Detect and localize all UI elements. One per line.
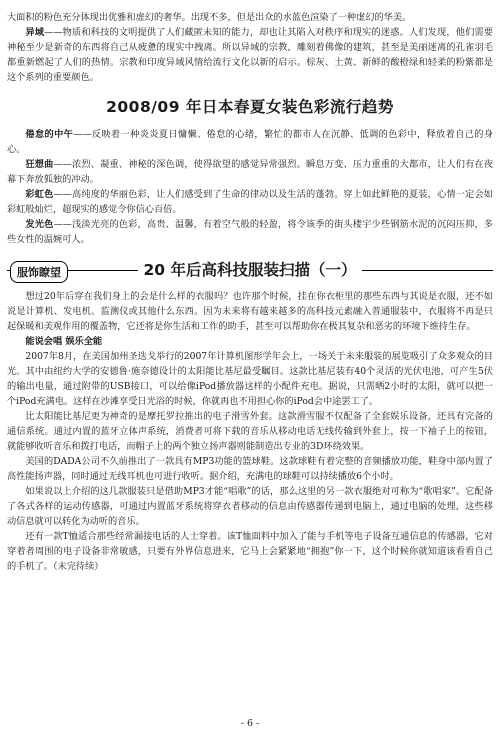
trend-keyword: 狂想曲 [25, 159, 54, 170]
intro-paragraph-1: 大面积的粉色充分体现出优雅和虚幻的奢华。出现不多，但是出众的水蓝色渲染了一种虚幻的华美。 [7, 12, 412, 23]
article-paragraph: 还有一款T恤适合那些经常漏接电话的人士穿着。该T恤面料中加入了能与手机等电子设备互通信息的传感器，它对穿着者周围的电子设备非常敏感，只要有外界信息进来，它马上会紧紧地“拥抱”你一下，这个时候你就知道该看看自己的手机了。（未完待续） [7, 531, 493, 572]
trend-text: ——浅淡光亮的色彩，高贵、温馨，有着空气般的轻盈，将令该季的街头楼宇少些钢筋水泥的沉闷压抑，多些女性的温婉可人。 [7, 219, 493, 245]
article-paragraph: 美国的DADA公司不久前推出了一款具有MP3功能的篮球鞋。这款球鞋有着完整的音频播放功能，鞋身中部内置了高性能扬声器，同时通过无线耳机也可进行收听。据介绍，充满电的球鞋可以持续播放6个小时。 [7, 456, 493, 482]
trend-item [7, 217, 493, 247]
trend-item [7, 187, 493, 217]
trend-keyword: 发光色 [25, 219, 54, 230]
section-header [7, 253, 493, 289]
article-subheading: 能说会唱 娱乐全能 [25, 336, 103, 347]
trend-keyword: 彩虹色 [25, 189, 54, 200]
article-paragraph: 想过20年后穿在我们身上的会是什么样的衣服吗？也许那个时候，挂在你衣柜里的那些东西与其说是衣服，还不如说是计算机、发电机、监测仪或其他什么东西。因为未来将有越来越多的高科技元素融入普通服装中，衣服将不再是只起保暖和美观作用的覆盖物，它还将是你生活和工作的助手，甚至可以帮助你在极其复杂和恶劣的环境下维持生存。 [7, 291, 493, 332]
trend-text: ——浓烈、凝重、神秘的深色调，使得欲望的感觉异常强烈。瞬息万变、压力重重的大都市，让人们有在夜幕下奔放狐独的冲动。 [7, 159, 493, 185]
intro-paragraph-2-text: ——物质和科技的文明提供了人们藏匿未知的能力，却也让其陷入对秩序和现实的迷惑。人们发现，他们需要神秘至少是新奇的东西将自己从疲惫的现实中拽离。所以异域的宗教，雕刻着佛像的建筑，甚至是美丽迷离的孔雀羽毛都重新燃起了人们的热情。宗教和印度异域风情给流行文化以新的启示。棕灰、土黄、新鲜的酸橙绿和轻柔的粉紫都是这个系列的重要颜色。 [7, 27, 493, 83]
trend-text: ——高纯度的华丽色彩，让人们感受到了生命的律动以及生活的蓬勃。穿上如此鲜艳的夏装，心情一定会如彩虹般灿烂，超现实的感觉令你信心百倍。 [7, 189, 493, 215]
trend-item [7, 127, 493, 157]
keyword-exotic: 异域 [25, 27, 45, 38]
section-tag: 服饰瞭望 [10, 261, 68, 283]
section-title: 20 年后高科技服装扫描（一） [7, 258, 493, 280]
article-paragraph: 如果说以上介绍的这几款服装只是借助MP3才能“唱歌”的话，那么这里的另一款衣服绝对可称为“歌唱家”。它配备了各式各样的运动传感器，可通过内置蓝牙系统将穿衣者移动的信息由传感器传递到电脑上，通过电脑的处理，这些移动信息就可以转化为动听的音乐。 [7, 486, 493, 527]
page-number: - 6 - [240, 718, 260, 729]
article-paragraph: 比太阳能比基尼更为神奇的是摩托罗拉推出的电子滑雪外套。这款滑雪服不仅配备了全套娱乐设备，还具有完备的通信系统。通过内置的蓝牙立体声系统，消费者可将下载的音乐从移动电话无线传输到外套上，按一下袖子上的按钮，就能够收听音乐和拨打电话，而帽子上的两个独立扬声器则能制造出专业的3D环绕效果。 [7, 411, 493, 452]
trend-item [7, 157, 493, 187]
article-paragraph: 2007年8月，在美国加州圣迭戈举行的2007年计算机图形学年会上，一场关于未来服装的展览吸引了众多观众的目光。其中由纽约大学的安德鲁·施奈德设计的太阳能比基尼最受瞩目。这款比基尼装有40个灵活的光伏电池，可产生5伏的输出电量，通过附带的USB接口，可以给像iPod播放器这样的小配件充电。据说，只需晒2小时的太阳，就可以把一个iPod充满电。这样在沙滩享受日光浴的时候，你就再也不用担心你的iPod会中途罢工了。 [7, 351, 493, 407]
intro-paragraph-2 [7, 25, 493, 85]
trend-keyword: 倦怠的中午 [25, 129, 74, 140]
trend-heading: 2008/09 年日本春夏女装色彩流行趋势 [106, 98, 394, 116]
trend-text: ——反映着一种炎炎夏日慵懒、倦怠的心绪，繁忙的都市人在沉静、低调的色彩中，释放着自己的身心。 [7, 129, 494, 155]
